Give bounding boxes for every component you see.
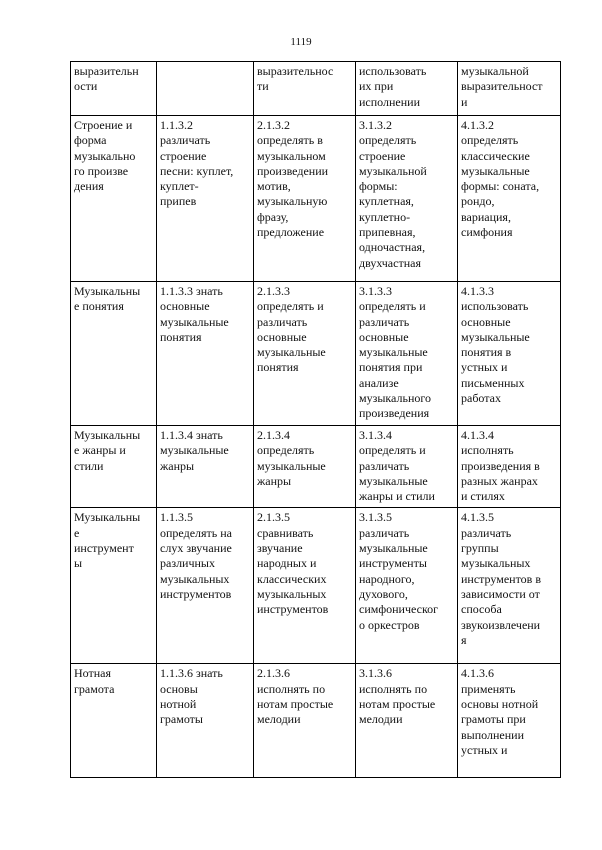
cell-text-line: куплетно- (359, 209, 411, 224)
cell-text-line: духового, (359, 586, 408, 601)
cell-text-line: строение (359, 148, 406, 163)
table-body (71, 62, 561, 778)
cell-text-line: 4.1.3.6 (461, 666, 494, 681)
cell-text-line: грамоты (160, 712, 203, 727)
level-2-cell (254, 664, 356, 778)
cell-text-line: сравнивать (257, 525, 314, 540)
cell-text-line: инструмент (74, 541, 134, 556)
level-2-cell (254, 116, 356, 282)
cell-text-line: определять в (257, 133, 323, 148)
cell-text-line: 1.1.3.3 знать (160, 284, 223, 298)
level-4-cell (458, 664, 561, 778)
cell-text-line: жанры и стили (359, 489, 435, 504)
cell-text-line: музыкальные (359, 541, 428, 556)
cell-text-line: ости (74, 79, 98, 94)
cell-text-line: народного, (359, 571, 415, 586)
level-4-cell (458, 426, 561, 508)
cell-text-line: музыкальные (359, 473, 428, 488)
cell-text-line: произведения в (461, 458, 540, 473)
cell-text-line: музыкальные (461, 163, 530, 178)
level-3-cell (356, 508, 458, 664)
table-row (71, 116, 561, 282)
level-2-cell (254, 282, 356, 426)
cell-text-line: формы: соната, (461, 179, 540, 194)
cell-text-line: 3.1.3.2 (359, 118, 392, 132)
cell-text-line: музыкальные (461, 329, 530, 344)
cell-text-line: дения (74, 179, 104, 194)
cell-text-line: определять (461, 133, 519, 148)
cell-text-line: симфоническог (359, 602, 439, 617)
cell-text-line: исполнении (359, 94, 421, 109)
cell-text-line: использовать (461, 299, 529, 314)
level-3-cell (356, 116, 458, 282)
cell-text-line: симфония (461, 225, 513, 240)
cell-text-line: одночастная, (359, 240, 426, 255)
cell-text-line: анализе (359, 375, 399, 390)
cell-text-line: исполнять по (257, 681, 326, 696)
cell-text-line: мелодии (257, 712, 301, 727)
cell-text-line: различать (359, 458, 410, 473)
cell-text-line: е понятия (74, 299, 124, 314)
cell-text-line: вариация, (461, 209, 511, 224)
cell-text-line: грамоты при (461, 712, 526, 727)
cell-text-line: музыкальные (359, 345, 428, 360)
cell-text-line: нотам простые (257, 697, 334, 712)
cell-text-line: го произве (74, 163, 129, 178)
table-row (71, 664, 561, 778)
cell-text-line: 1.1.3.5 (160, 510, 193, 525)
cell-text-line: произведении (257, 163, 329, 178)
table-row (71, 508, 561, 664)
cell-text-line: определять (359, 133, 417, 148)
topic-cell (71, 508, 157, 664)
cell-text-line: 1.1.3.6 знать (160, 666, 223, 681)
cell-text-line: выполнении (461, 727, 524, 742)
cell-text-line: грамота (74, 681, 115, 696)
cell-text-line: форма (74, 133, 107, 148)
cell-text-line: ти (257, 79, 269, 94)
cell-text-line: музыкальные (257, 458, 326, 473)
cell-text-line: выразительнос (257, 64, 334, 78)
cell-text-line: определять и (359, 299, 426, 314)
level-3-cell (356, 664, 458, 778)
cell-text-line: понятия при (359, 360, 423, 375)
cell-text-line: слух звучание (160, 541, 232, 556)
level-2-cell (254, 62, 356, 116)
cell-text-line: музыкальную (257, 194, 328, 209)
cell-text-line: 4.1.3.3 (461, 284, 494, 298)
cell-text-line: основы (160, 681, 198, 696)
cell-text-line: группы (461, 541, 499, 556)
level-1-cell (157, 116, 254, 282)
cell-text-line: инструментов (160, 586, 232, 601)
cell-text-line: музыкальном (257, 148, 326, 163)
cell-text-line: ы (74, 556, 83, 571)
cell-text-line: инструменты (359, 556, 427, 571)
table-row (71, 62, 561, 116)
cell-text-line: музыкальных (257, 586, 327, 601)
cell-text-line: различать (160, 133, 211, 148)
cell-text-line: е жанры и (74, 443, 126, 458)
cell-text-line: Нотная (74, 666, 112, 681)
cell-text-line: музыкальной (359, 163, 427, 178)
cell-text-line: различать (359, 525, 410, 540)
cell-text-line: Строение и (74, 118, 133, 132)
cell-text-line: Музыкальны (74, 428, 141, 442)
cell-text-line: народных и (257, 556, 317, 571)
cell-text-line: 2.1.3.2 (257, 118, 290, 132)
level-1-cell (157, 664, 254, 778)
cell-text-line: Музыкальны (74, 284, 141, 298)
cell-text-line: различать (461, 525, 512, 540)
cell-text-line: строение (160, 148, 207, 163)
cell-text-line: жанры (257, 473, 292, 488)
cell-text-line: нотам простые (359, 697, 436, 712)
level-4-cell (458, 116, 561, 282)
cell-text-line: 2.1.3.5 (257, 510, 290, 525)
cell-text-line: инструментов (257, 602, 329, 617)
cell-text-line: классические (461, 148, 530, 163)
cell-text-line: понятия (160, 329, 202, 344)
cell-text-line: определять и (257, 299, 324, 314)
cell-text-line: 3.1.3.4 (359, 428, 392, 442)
cell-text-line: звукоизвлечени (461, 617, 541, 632)
curriculum-table (70, 61, 561, 778)
cell-text-line: 3.1.3.3 (359, 284, 392, 298)
cell-text-line: Музыкальны (74, 510, 141, 525)
cell-text-line: зависимости от (461, 586, 540, 601)
cell-text-line: инструментов в (461, 571, 542, 586)
cell-text-line: основные (461, 314, 511, 329)
level-1-cell (157, 508, 254, 664)
cell-text-line: основные (160, 299, 210, 314)
topic-cell (71, 664, 157, 778)
cell-text-line: музыкального (359, 391, 431, 406)
level-4-cell (458, 282, 561, 426)
cell-text-line: припев (160, 194, 197, 209)
cell-text-line: использовать (359, 64, 427, 78)
cell-text-line: нотной (160, 697, 197, 712)
cell-text-line: произведения (359, 406, 430, 421)
cell-text-line: фразу, (257, 209, 289, 224)
cell-text-line: мотив, (257, 179, 291, 194)
cell-text-line: 2.1.3.4 (257, 428, 290, 442)
level-1-cell (157, 62, 254, 116)
cell-text-line: 3.1.3.5 (359, 510, 392, 525)
cell-text-line: куплет- (160, 179, 199, 194)
table-row (71, 282, 561, 426)
cell-text-line: 3.1.3.6 (359, 666, 392, 681)
cell-text-line: их при (359, 79, 394, 94)
cell-text-line: работах (461, 391, 501, 406)
cell-text-line: основы нотной (461, 697, 539, 712)
cell-text-line: классических (257, 571, 327, 586)
cell-text-line: рондо, (461, 194, 495, 209)
cell-text-line: 1.1.3.4 знать (160, 428, 223, 442)
topic-cell (71, 282, 157, 426)
cell-text-line: музыкальные (160, 314, 229, 329)
topic-cell (71, 426, 157, 508)
cell-text-line: припевная, (359, 225, 416, 240)
cell-text-line: определять (257, 443, 315, 458)
cell-text-line: звучание (257, 541, 303, 556)
cell-text-line: двухчастная (359, 255, 421, 270)
level-3-cell (356, 282, 458, 426)
cell-text-line: музыкальных (461, 556, 531, 571)
cell-text-line: я (461, 632, 467, 647)
cell-text-line: формы: (359, 179, 398, 194)
cell-text-line: музыкальные (257, 345, 326, 360)
cell-text-line: выразительност (461, 79, 543, 94)
cell-text-line: основные (257, 329, 307, 344)
cell-text-line: музыкальных (160, 571, 230, 586)
cell-text-line: понятия (257, 360, 299, 375)
cell-text-line: о оркестров (359, 617, 420, 632)
cell-text-line: применять (461, 681, 516, 696)
cell-text-line: основные (359, 329, 409, 344)
level-3-cell (356, 426, 458, 508)
cell-text-line: предложение (257, 225, 325, 240)
level-1-cell (157, 282, 254, 426)
cell-text-line: письменных (461, 375, 525, 390)
cell-text-line: и стилях (461, 489, 505, 504)
cell-text-line: определять и (359, 443, 426, 458)
cell-text-line: устных и (461, 742, 508, 757)
cell-text-line: исполнять по (359, 681, 428, 696)
cell-text-line: жанры (160, 458, 195, 473)
level-4-cell (458, 508, 561, 664)
cell-text-line: исполнять (461, 443, 514, 458)
cell-text-line: мелодии (359, 712, 403, 727)
cell-text-line: различать (257, 314, 308, 329)
cell-text-line: е (74, 525, 80, 540)
cell-text-line: различных (160, 556, 215, 571)
cell-text-line: понятия в (461, 345, 512, 360)
cell-text-line: выразительн (74, 64, 139, 78)
cell-text-line: устных и (461, 360, 508, 375)
topic-cell (71, 116, 157, 282)
page-number: 1119 (290, 36, 312, 48)
cell-text-line: 2.1.3.6 (257, 666, 290, 681)
cell-text-line: 1.1.3.2 (160, 118, 193, 132)
cell-text-line: куплетная, (359, 194, 414, 209)
cell-text-line: песни: куплет, (160, 163, 234, 178)
level-4-cell (458, 62, 561, 116)
cell-text-line: определять на (160, 525, 232, 540)
cell-text-line: музыкальные (160, 443, 229, 458)
level-2-cell (254, 508, 356, 664)
level-2-cell (254, 426, 356, 508)
topic-cell (71, 62, 157, 116)
cell-text-line: стили (74, 458, 104, 473)
cell-text-line: музыкально (74, 148, 136, 163)
level-1-cell (157, 426, 254, 508)
cell-text-line: музыкальной (461, 64, 529, 78)
cell-text-line: и (461, 94, 468, 109)
table-row (71, 426, 561, 508)
cell-text-line: способа (461, 602, 502, 617)
cell-text-line: 2.1.3.3 (257, 284, 290, 298)
cell-text-line: различать (359, 314, 410, 329)
cell-text-line: разных жанрах (461, 473, 538, 488)
level-3-cell (356, 62, 458, 116)
cell-text-line: 4.1.3.2 (461, 118, 494, 132)
cell-text-line: 4.1.3.4 (461, 428, 494, 442)
cell-text-line: 4.1.3.5 (461, 510, 494, 525)
